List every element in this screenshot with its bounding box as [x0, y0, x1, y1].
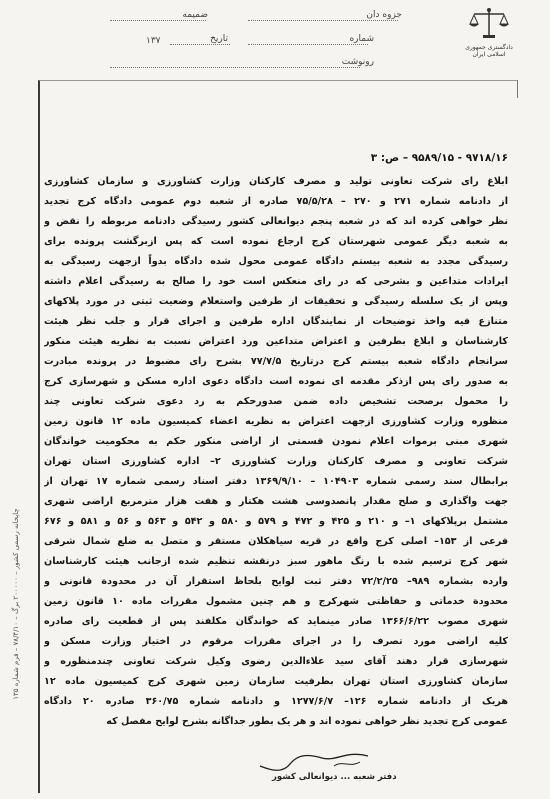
- number-field-line: [248, 44, 368, 45]
- attachment-label: ضمیمه: [182, 10, 208, 20]
- body-line: شرکت تعاونی و مصرف کارکنان وزارت کشاورزی ۲– اداره کشاورزی استان تهران: [44, 456, 508, 467]
- body-line: عمومی کرج تجدید نظر خواهی نموده اند و هر یک بطور جداگانه بشرح لوایح مفصل که: [106, 716, 508, 727]
- body-line: جهت واگذاری و صلح مقدار پانصدوسی هشت هکتار و هفت هزار مترمربع اراضی شهری: [44, 496, 508, 507]
- body-line: شهرسازی قرار دهند آقای سید علاءالدین رضوی وکیل شرکت تعاونی چندمنظوره و: [44, 656, 508, 667]
- date-label: تاریخ: [210, 34, 228, 44]
- body-line: فرعی از ۱۵۳– اصلی کرج واقع در قریه سیاهکلان مستقر و متصل به ضلع شمال شرقی: [44, 536, 508, 547]
- document-body: [44, 172, 508, 732]
- emblem-caption: دادگستری جمهوری اسلامی ایران: [465, 44, 513, 58]
- emblem-logo: [466, 6, 512, 46]
- body-line: منظوره وزارت کشاورزی ازجهت اعتراض به نظریه اعضاء کمیسیون ماده ۱۲ قانون زمین: [44, 416, 508, 427]
- body-line: وارده بشماره ۹۸۹– ۷۲/۲/۲۵ دفتر ثبت لوایح بلحاظ استقرار آن در محدودة قانونی و: [44, 576, 508, 587]
- date-year: ۱۳۷: [146, 36, 161, 46]
- body-line: سرانجام دادگاه شعبه بیستم کرج درتاریخ ۷۷/۷/۵ بشرح رای مضبوط در پرونده مبادرت: [44, 356, 508, 367]
- body-line: محدودة خدماتی و حفاظتی شهرکرج و هم چنین مشمول مقررات ماده ۱۰ قانون زمین: [44, 596, 508, 607]
- body-line: کارشناسان و ابلاغ بطرفین و اعتراض متداعین ورد اعتراض نسبت به نظریه هیئت منکور: [44, 336, 508, 347]
- attachment-field-line: [110, 20, 206, 21]
- body-line: به صدور رای پس ازذکر مقدمه ای نموده است دادگاه دعوی اداره مسکن و شهرسازی کرج: [44, 376, 508, 387]
- number-label: شماره: [349, 34, 374, 44]
- body-line: از دادنامه شماره ۲۷۱ و ۲۷۰ – ۷۵/۵/۲۸ صادره از شعبه دوم عمومی دادگاه کرج تجدید: [44, 196, 508, 207]
- side-margin-text: چاپخانه رسمی کشور – ۲۰۰۰۰۰ برگ – ۷۸/۴/۱۰ – فرم شماره ۱۳۵: [12, 508, 20, 700]
- case-reference: ۹۷۱۸/۱۶ - ۹۵۸۹/۱۵ – ص: ۳: [370, 152, 508, 164]
- sheet-field-line: [248, 20, 398, 21]
- body-line: نظر خواهی کرده اند که در شعبه پنجم دیوانعالی کشور رسیدگی دادنامه مربوطه را نقض و: [44, 216, 508, 227]
- body-line: رسیدگی مجدد به شعبه بیستم دادگاه عمومی محول شده دادگاه بدواً ازجهت رسیدگی به: [44, 256, 508, 267]
- signature-scribble: [250, 748, 380, 792]
- body-line: ایرادات متداعین و بشرحی که در رای منعکس است خود را صالح به رسیدگی اعلام داشته: [44, 276, 508, 287]
- footer-note: دفتر شعبه ... دیوانعالی کشور: [272, 772, 397, 782]
- side-margin: [6, 440, 22, 780]
- body-line: را محمول برصحت تشخیص داده ضمن صدورحکم به رد دعوی شرکت تعاونی چند: [44, 396, 508, 407]
- body-line: شهر کرج ترسیم شده با رنگ ماهور سبز درنقشه تنظیم شده ازجانب هیئت کارشناسان: [44, 556, 508, 567]
- body-line: شهری مصوب ۱۳۶۶/۶/۲۲ صادر مینماید که خواندگان مکلفند پس از قطعیت رای صادره: [44, 616, 508, 627]
- frame-corner: [517, 80, 518, 98]
- scales-of-justice-icon: [466, 6, 512, 40]
- body-line: کلیه اراضی مورد تصرف را در اجرای مقررات مرقوم در اختیار وزارت مسکن و: [44, 636, 508, 647]
- body-line: مشتمل برپلاکهای ۱– و ۲۱۰ و ۴۲۵ و ۴۷۲ و ۵۷۹ و ۵۸۰ و ۵۴۲ و ۵۶۳ و ۵۶ و ۵۸۱ و ۶۷۶: [44, 516, 508, 527]
- body-line: متنازع فیه واخذ توضیحات از نمایندگان اداره طرفین و اجرای قرار و جلب نظر هیئت: [44, 316, 508, 327]
- body-line: برابطال سند رسمی شماره ۱۰۴۹۰۳ – ۱۳۶۹/۹/۱۰ دفتر اسناد رسمی شماره ۱۷ تهران از: [44, 476, 508, 487]
- body-line: وپس از یک سلسله رسیدگی و تحقیقات از طرفین واستعلام وضعیت ثبتی در مورد پلاکهای: [44, 296, 508, 307]
- copy-label: رونوشت: [341, 57, 374, 67]
- body-line: هریک از دادنامه شماره ۱۲۶– ۱۲۷۷/۶/۷ و دادنامه شماره ۳۶۰/۷۵ صادره ۲۰ دادگاه: [44, 696, 508, 707]
- body-line: شهری مبنی برموات اعلام نمودن قسمتی از اراضی منکور حکم به محکومیت خواندگان: [44, 436, 508, 447]
- copy-field-line: [110, 67, 360, 68]
- body-line: سازمان کشاورزی استان تهران بطرفیت سازمان زمین شهری کرج کمیسیون ماده ۱۲: [44, 676, 508, 687]
- date-field-line: [170, 44, 230, 45]
- sheet-label: جزوه دان: [366, 10, 402, 20]
- body-line: ابلاغ رای شرکت تعاونی تولید و مصرف کارکنان وزارت کشاورزی و سازمان کشاورزی: [44, 176, 508, 187]
- body-line: به شعبه دیگر عمومی شهرستان کرج ارجاع نموده است که پس ازبرگشت پرونده برای: [44, 236, 508, 247]
- letterhead: [0, 0, 550, 72]
